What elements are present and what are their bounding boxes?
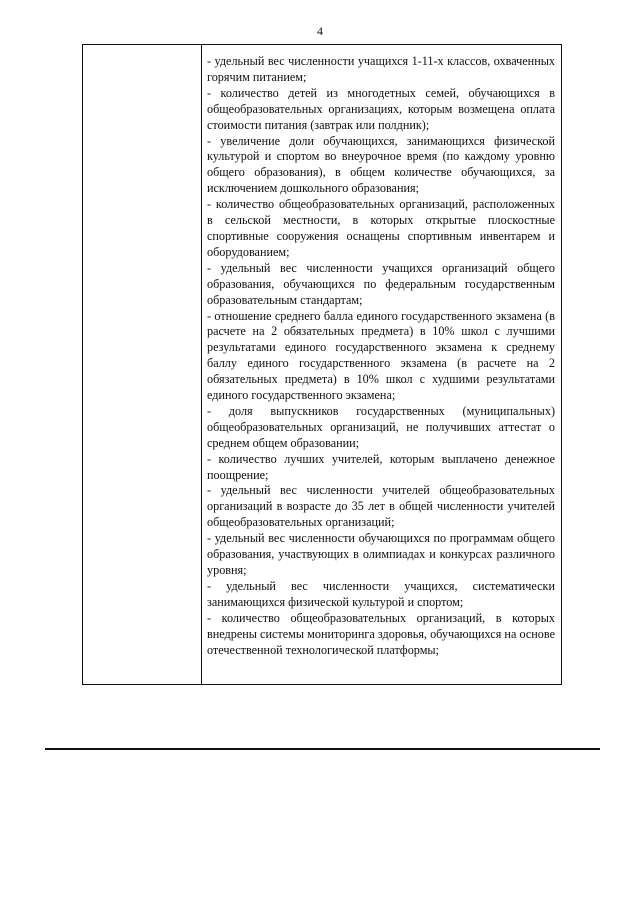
bottom-divider-line [45,748,600,750]
indicator-item: - доля выпускников государственных (муниципальных) общеобразовательных организаций, не получивших аттестат о среднем общем образовании; [207,403,555,450]
left-column-cell [83,45,202,684]
indicator-item: - удельный вес численности учащихся, систематически занимающихся физической культурой и спортом; [207,578,555,609]
indicator-item: - удельный вес численности учителей общеобразовательных организаций в возрасте до 35 лет в общей численности учителей общеобразовательных организаций; [207,483,555,530]
indicator-item: - количество общеобразовательных организаций, в которых внедрены системы мониторинга здоровья, обучающихся на основе отечественной технологической платформы; [207,610,555,657]
indicator-item: - удельный вес численности учащихся 1-11-х классов, охваченных горячим питанием; [207,54,555,84]
indicator-item: - количество детей из многодетных семей, обучающихся в общеобразовательных организациях, которым возмещена оплата стоимости питания (завтрак или полдник); [207,85,555,132]
indicators-list [207,54,555,658]
indicator-item: - удельный вес численности учащихся организаций общего образования, обучающихся по федеральным государственным образовательным стандартам; [207,260,555,307]
indicator-item: - количество общеобразовательных организаций, расположенных в сельской местности, в которых открытые плоскостные спортивные сооружения оснащены спортивным инвентарем и оборудованием; [207,197,555,259]
indicator-item: - увеличение доли обучающихся, занимающихся физической культурой и спортом во внеурочное время (по каждому уровню общего образования), в общем количестве обучающихся, за исключением дошкольного образования; [207,133,555,196]
indicators-table [82,44,562,685]
page-number: 4 [317,24,323,38]
indicator-item: - количество лучших учителей, которым выплачено денежное поощрение; [207,451,555,482]
indicator-item: - удельный вес численности обучающихся по программам общего образования, участвующих в олимпиадах и конкурсах различного уровня; [207,531,555,577]
indicator-item: - отношение среднего балла единого государственного экзамена (в расчете на 2 обязательных предмета) в 10% школ с лучшими результатами единого государственного экзамена к среднему баллу единого государственного экзамена (в расчете на 2 обязательных предмета) в 10% школ с худшими результатами единого государственного экзамена; [207,308,555,403]
